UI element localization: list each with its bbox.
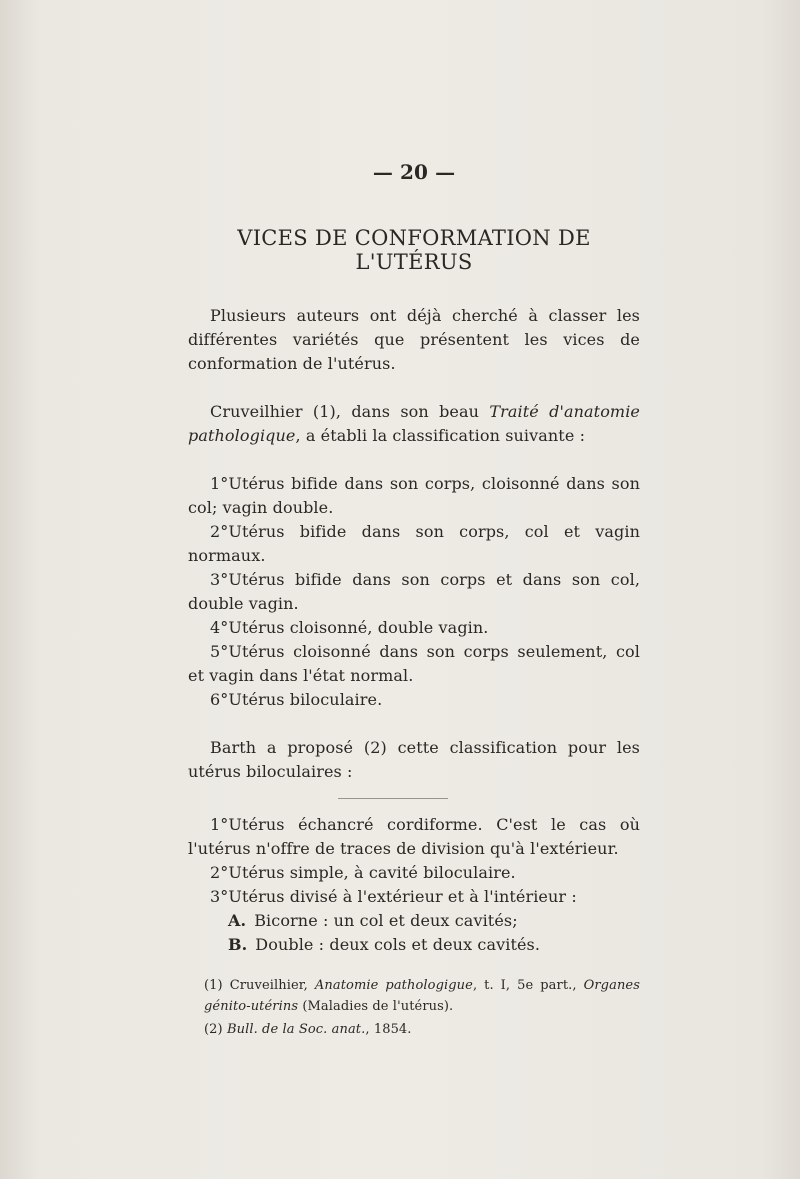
item-text: Utérus divisé à l'extérieur et à l'intérieur : xyxy=(228,887,577,906)
item-number: 4° xyxy=(210,618,229,637)
item-text: Utérus bifide dans son corps, col et vagin normaux. xyxy=(188,522,640,565)
footnote-author: Cruveilhier, xyxy=(229,978,315,993)
item-text: Utérus biloculaire. xyxy=(228,690,383,709)
footnote-work: Bull. de la Soc. anat. xyxy=(226,1022,366,1037)
footnote-2 xyxy=(188,1019,640,1040)
chapter-title: VICES DE CONFORMATION DE L'UTÉRUS xyxy=(237,226,591,274)
sub-item-text: Double : deux cols et deux cavités. xyxy=(255,935,541,954)
item-number: 2° xyxy=(210,863,229,882)
footnotes xyxy=(188,975,640,1040)
item-text: Utérus échancré cordiforme. C'est le cas où l'utérus n'offre de traces de division qu'à l'extérieur. xyxy=(188,815,640,858)
sub-item-text: Bicorne : un col et deux cavités; xyxy=(254,911,518,930)
item-text: Utérus bifide dans son corps, cloisonné dans son col; vagin double. xyxy=(188,474,640,517)
list-item xyxy=(188,688,640,712)
footnote-end: (Maladies de l'utérus). xyxy=(298,999,454,1014)
item-text: Utérus cloisonné, double vagin. xyxy=(228,618,489,637)
cruveilhier-rest: , a établi la classification suivante : xyxy=(295,426,586,445)
intro-paragraph: Plusieurs auteurs ont déjà cherché à classer les différentes variétés que présentent les vices de conformation de l'utérus. xyxy=(188,306,640,373)
footnote-work: Anatomie pathologigue xyxy=(314,978,473,993)
barth-list xyxy=(188,813,640,957)
item-number: 3° xyxy=(210,887,229,906)
sub-item xyxy=(228,909,640,933)
cruveilhier-paragraph xyxy=(188,400,640,448)
item-number: 3° xyxy=(210,570,229,589)
list-item xyxy=(188,885,640,909)
footnote-1 xyxy=(188,975,640,1017)
treatise-title: Traité d'anatomie pathologique xyxy=(188,402,640,445)
item-number: 1° xyxy=(210,474,229,493)
item-text: Utérus bifide dans son corps et dans son col, double vagin. xyxy=(188,570,640,613)
sub-item-label: A. xyxy=(228,911,247,930)
item-number: 6° xyxy=(210,690,229,709)
list-item xyxy=(188,813,640,861)
footnote-middle: , t. I, 5e part., xyxy=(472,978,584,993)
footnote-end: , 1854. xyxy=(365,1022,412,1037)
cruveilhier-list xyxy=(188,472,640,712)
list-item xyxy=(188,616,640,640)
sub-item-label: B. xyxy=(228,935,248,954)
item-number: 5° xyxy=(210,642,229,661)
sub-item xyxy=(228,933,640,957)
text-block xyxy=(188,160,640,1040)
cruveilhier-lead: Cruveilhier (1), dans son beau xyxy=(210,402,490,421)
list-item xyxy=(188,520,640,568)
item-number: 2° xyxy=(210,522,229,541)
item-number: 1° xyxy=(210,815,229,834)
item-text: Utérus simple, à cavité biloculaire. xyxy=(228,863,516,882)
list-item xyxy=(188,472,640,520)
list-item xyxy=(188,640,640,688)
list-item xyxy=(188,861,640,885)
barth-paragraph: Barth a proposé (2) cette classification pour les utérus biloculaires : xyxy=(188,738,640,781)
footnote-mark: (2) xyxy=(204,1022,223,1037)
page-number: — 20 — xyxy=(372,160,456,184)
divider xyxy=(338,798,448,799)
footnote-mark: (1) xyxy=(204,978,223,993)
list-item xyxy=(188,568,640,616)
footnote-section: Organes génito-utérins xyxy=(204,978,640,1014)
item-text: Utérus cloisonné dans son corps seulement, col et vagin dans l'état normal. xyxy=(188,642,640,685)
